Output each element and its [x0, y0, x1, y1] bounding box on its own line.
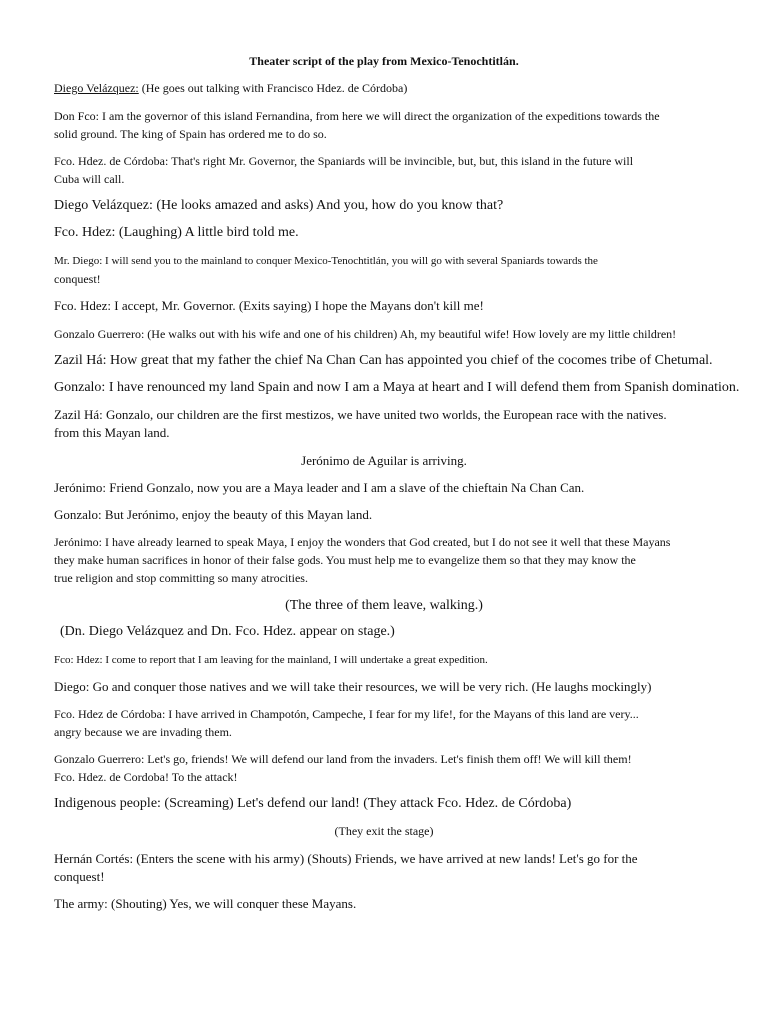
dialogue-line: Indigenous people: (Screaming) Let's defend our land! (They attack Fco. Hdez. de Córdoba) [54, 796, 572, 811]
dialogue-line: angry because we are invading them. [54, 725, 232, 739]
dialogue-line: conquest! [54, 272, 101, 286]
dialogue-line: Fco. Hdez. de Córdoba: That's right Mr. Governor, the Spaniards will be invincible, but, but, this island in the future will [54, 154, 634, 168]
dialogue-line: Mr. Diego: I will send you to the mainland to conquer Mexico-Tenochtitlán, you will go with several Spaniards towards the [54, 255, 598, 267]
dialogue-line: Diego: Go and conquer those natives and we will take their resources, we will be very rich. (He laughs mockingly) [54, 679, 652, 694]
dialogue-line: Jerónimo: Friend Gonzalo, now you are a Maya leader and I am a slave of the chieftain Na Chan Can. [54, 480, 585, 495]
dialogue-line: conquest! [54, 869, 105, 884]
dialogue-line: Hernán Cortés: (Enters the scene with his army) (Shouts) Friends, we have arrived at new lands! Let's go for the [54, 851, 638, 866]
stage-direction: Jerónimo de Aguilar is arriving. [301, 453, 467, 468]
direction-text: (He goes out talking with Francisco Hdez. de Córdoba) [138, 81, 408, 95]
dialogue-line: Gonzalo Guerrero: (He walks out with his wife and one of his children) Ah, my beautiful wife! How lovely are my little children! [54, 327, 677, 341]
dialogue-line: Gonzalo: I have renounced my land Spain and now I am a Maya at heart and I will defend them from Spanish domination. [54, 380, 740, 395]
dialogue-line: Cuba will call. [54, 172, 125, 186]
dialogue-line: Diego Velázquez: (He looks amazed and asks) And you, how do you know that? [54, 198, 504, 213]
dialogue-line: Don Fco: I am the governor of this island Fernandina, from here we will direct the organization of the expeditions towards the [54, 109, 660, 123]
stage-direction [54, 79, 724, 97]
stage-direction: (The three of them leave, walking.) [285, 598, 483, 613]
dialogue-line: The army: (Shouting) Yes, we will conquer these Mayans. [54, 896, 357, 911]
stage-direction: (Dn. Diego Velázquez and Dn. Fco. Hdez. appear on stage.) [60, 624, 395, 639]
dialogue-line: Gonzalo: But Jerónimo, enjoy the beauty of this Mayan land. [54, 507, 373, 522]
dialogue-line: Fco. Hdez de Córdoba: I have arrived in Champotón, Campeche, I fear for my life!, for the Mayans of this land are very... [54, 707, 639, 721]
dialogue-line: solid ground. The king of Spain has ordered me to do so. [54, 127, 327, 141]
dialogue-line: Fco. Hdez: I accept, Mr. Governor. (Exits saying) I hope the Mayans don't kill me! [54, 298, 484, 313]
dialogue-line: from this Mayan land. [54, 425, 170, 440]
dialogue-line: Fco. Hdez. de Cordoba! To the attack! [54, 770, 238, 784]
dialogue-line: they make human sacrifices in honor of their false gods. You must help me to evangelize them so that they may know the [54, 553, 636, 567]
dialogue-line: Zazil Há: How great that my father the chief Na Chan Can has appointed you chief of the cocomes tribe of Chetumal. [54, 353, 713, 368]
dialogue-line: Jerónimo: I have already learned to speak Maya, I enjoy the wonders that God created, but I do not see it well that these Mayans [54, 535, 671, 549]
dialogue-line: Zazil Há: Gonzalo, our children are the first mestizos, we have united two worlds, the European race with the natives. [54, 407, 667, 422]
dialogue-line: Fco. Hdez: (Laughing) A little bird told me. [54, 225, 299, 240]
stage-direction: (They exit the stage) [334, 824, 434, 838]
dialogue-line: Fco: Hdez: I come to report that I am leaving for the mainland, I will undertake a great expedition. [54, 654, 488, 666]
dialogue-line: Gonzalo Guerrero: Let's go, friends! We will defend our land from the invaders. Let's finish them off! We will kill them! [54, 752, 632, 766]
document-title: Theater script of the play from Mexico-Tenochtitlán. [249, 54, 519, 68]
dialogue-line: true religion and stop committing so many atrocities. [54, 571, 308, 585]
speaker-name: Diego Velázquez: [54, 81, 139, 95]
